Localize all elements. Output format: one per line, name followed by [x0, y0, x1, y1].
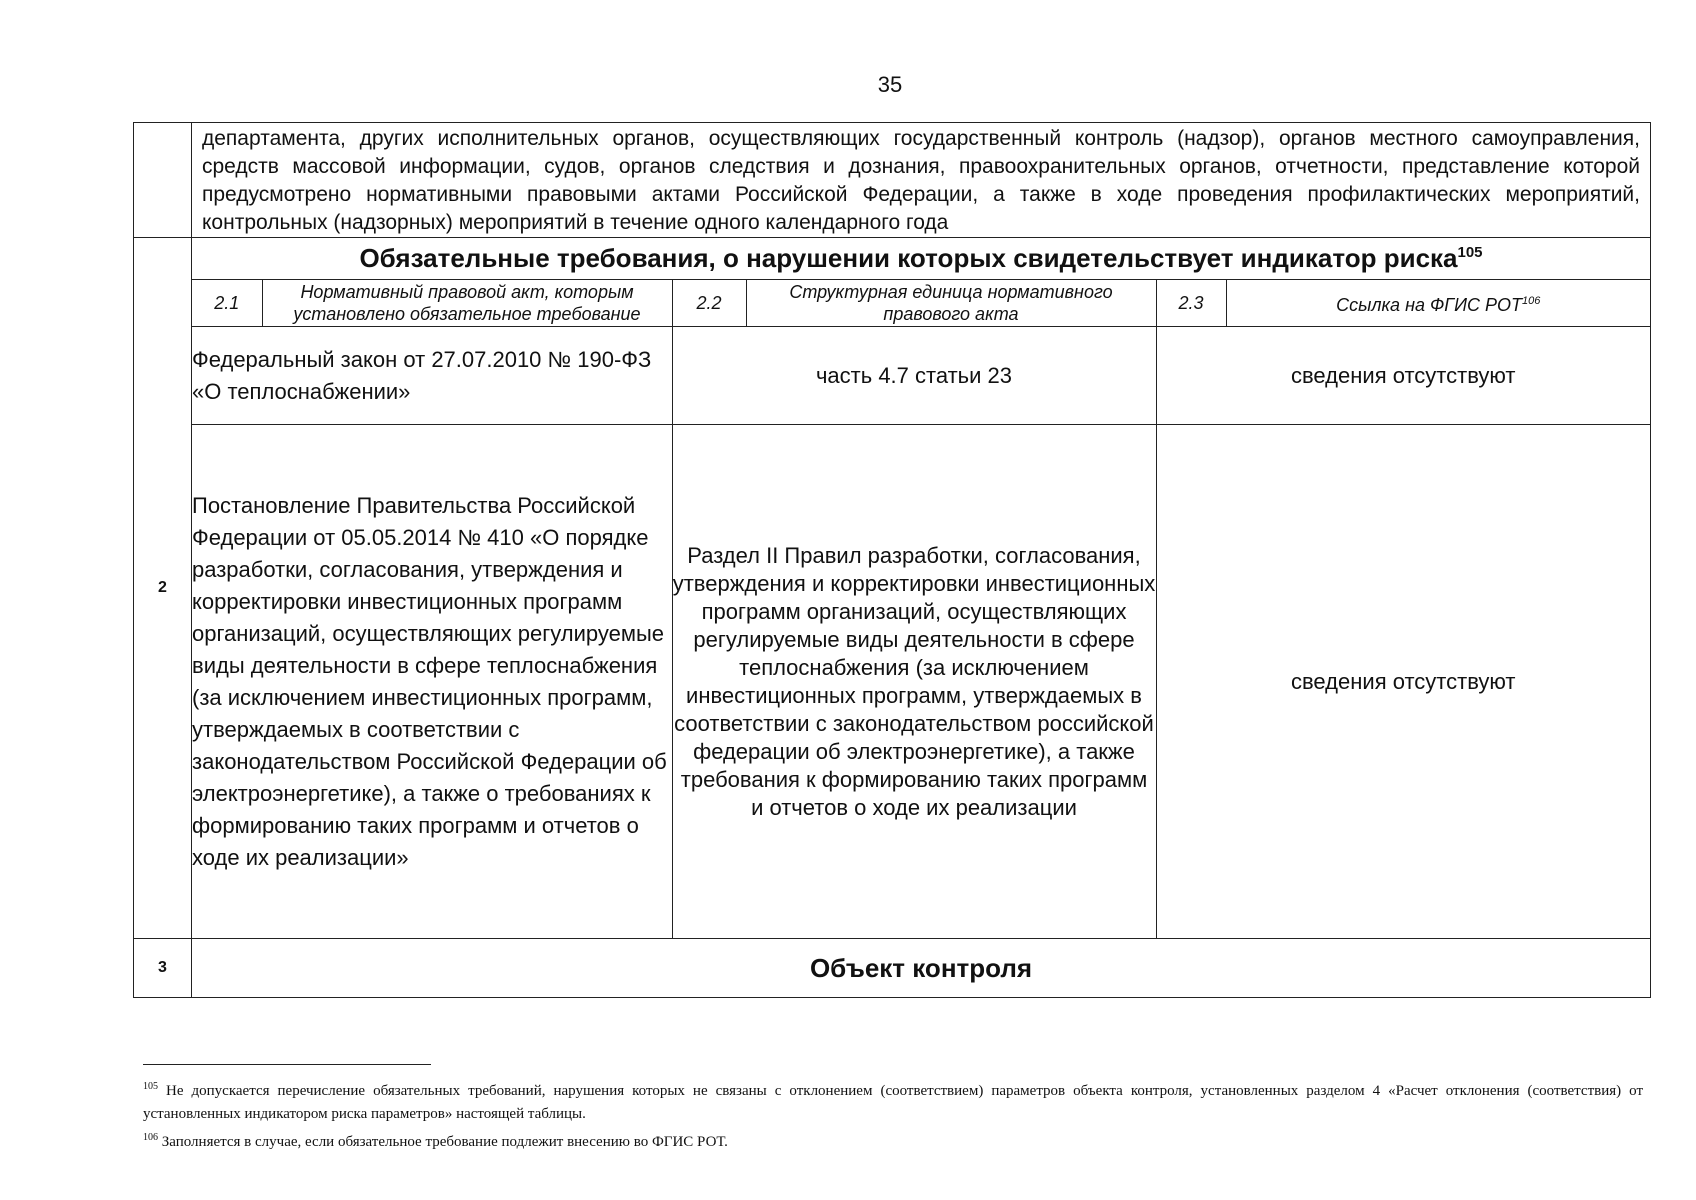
subheader-label-2-3 [1226, 280, 1650, 327]
footnotes [143, 1075, 1643, 1154]
act-cell: Постановление Правительства Российской Федерации от 05.05.2014 № 410 «О порядке разработки, согласования, утверждения и корректировки инвестиционных программ организаций, осуществляющих регулируемые виды деятельности в сфере теплоснабжения (за исключением инвестиционных программ, утверждаемых в соответствии с законодательством Российской Федерации об электроэнергетике), а также о требованиях к формированию таких программ и отчетов о ходе их реализации» [192, 425, 672, 939]
unit-cell: часть 4.7 статьи 23 [672, 327, 1156, 425]
section-2-title [192, 238, 1651, 280]
section-2-title-text: Обязательные требования, о нарушении которых свидетельствует индикатор риска [359, 243, 1458, 273]
section-2-body-row [134, 280, 1651, 939]
section-3-number: 3 [134, 939, 192, 998]
footnote-105 [143, 1075, 1643, 1126]
footnote-106-marker: 106 [143, 1132, 158, 1143]
section-2-number: 2 [134, 238, 192, 939]
subheader-num-2-2: 2.2 [672, 280, 746, 327]
page-number: 35 [877, 72, 903, 97]
footnote-ref-106[interactable]: 106 [1521, 295, 1541, 307]
section-3-row [134, 939, 1651, 998]
table-row [192, 425, 1650, 939]
requirements-table [133, 122, 1651, 998]
requirements-inner-table [192, 280, 1650, 938]
table-row [192, 327, 1650, 425]
intro-num-cell [134, 123, 192, 238]
section-3-title: Объект контроля [192, 939, 1651, 998]
subheader-label-2-3-text: Ссылка на ФГИС РОТ [1336, 295, 1522, 315]
unit-cell: Раздел II Правил разработки, согласования, утверждения и корректировки инвестиционных программ организаций, осуществляющих регулируемые виды деятельности в сфере теплоснабжения (за исключением инвестиционных программ, утверждаемых в соответствии с законодательством российской федерации об электроэнергетике), а также требования к формированию таких программ и отчетов о ходе их реализации [672, 425, 1156, 939]
footnote-106-text: Заполняется в случае, если обязательное требование подлежит внесению во ФГИС РОТ. [161, 1134, 728, 1150]
subheader-num-2-3: 2.3 [1156, 280, 1226, 327]
footnote-105-marker: 105 [143, 1081, 158, 1092]
subheader-label-2-2: Структурная единица нормативного правового акта [746, 280, 1156, 327]
section-2-body [192, 280, 1651, 939]
intro-row [134, 123, 1651, 238]
footnote-106 [143, 1126, 1643, 1154]
subheader-label-2-1: Нормативный правовой акт, которым установлено обязательное требование [262, 280, 672, 327]
subheader-row [192, 280, 1650, 327]
subheader-num-2-1: 2.1 [192, 280, 262, 327]
link-cell: сведения отсутствуют [1156, 327, 1650, 425]
act-cell: Федеральный закон от 27.07.2010 № 190-ФЗ «О теплоснабжении» [192, 327, 672, 425]
link-cell: сведения отсутствуют [1156, 425, 1650, 939]
section-2-title-row [134, 238, 1651, 280]
footnote-105-text: Не допускается перечисление обязательных требований, нарушения которых не связаны с отклонением (соответствием) параметров объекта контроля, установленных разделом 4 «Расчет отклонения (соответствия) от установленных индикатором риска параметров» настоящей таблицы. [143, 1083, 1643, 1122]
intro-text: департамента, других исполнительных органов, осуществляющих государственный контроль (надзор), органов местного самоуправления, средств массовой информации, судов, органов следствия и дознания, правоохранительных органов, отчетности, представление которой предусмотрено нормативными правовыми актами Российской Федерации, а также в ходе проведения профилактических мероприятий, контрольных (надзорных) мероприятий в течение одного календарного года [202, 127, 1640, 234]
footnote-ref-105[interactable]: 105 [1457, 244, 1483, 261]
intro-cell [192, 123, 1651, 238]
footnote-divider [143, 1064, 431, 1065]
